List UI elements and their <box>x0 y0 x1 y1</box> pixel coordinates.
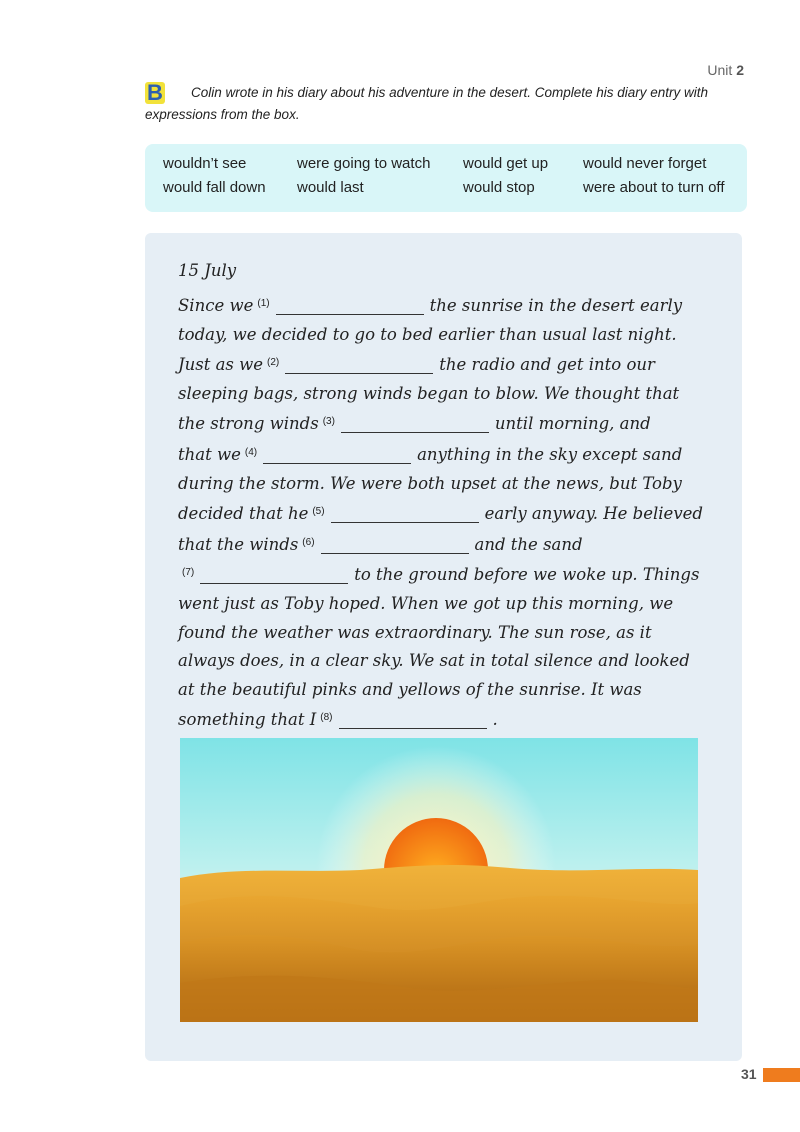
diary-line <box>178 408 738 439</box>
diary-line <box>178 498 738 529</box>
exercise-letter-badge: B <box>145 82 165 104</box>
diary-text <box>178 290 738 735</box>
diary-line <box>178 470 738 499</box>
exercise-instruction <box>145 82 755 125</box>
diary-text-segment: that the winds <box>178 534 299 554</box>
diary-text-segment: and the sand <box>474 534 583 554</box>
word-option: would fall down <box>163 179 266 196</box>
diary-text-segment: Just as we <box>178 355 264 375</box>
diary-text-segment: that we <box>178 444 241 464</box>
diary-text-segment: to the ground before we woke up. Things <box>354 565 700 585</box>
word-option: would last <box>297 179 364 196</box>
blank-number: (1) <box>257 298 270 309</box>
diary-text-segment: anything in the sky except sand <box>417 444 683 464</box>
diary-line <box>178 619 738 648</box>
blank-number: (6) <box>302 536 315 548</box>
page-accent-bar <box>763 1068 800 1082</box>
diary-text-segment: . <box>492 710 498 730</box>
diary-line <box>178 439 738 470</box>
diary-text-segment: Since we <box>178 296 254 315</box>
answer-blank[interactable] <box>339 710 487 729</box>
diary-line <box>178 559 738 590</box>
diary-line <box>178 704 738 735</box>
answer-blank[interactable] <box>200 565 348 584</box>
word-option: would stop <box>463 179 535 196</box>
diary-text-segment: until morning, and <box>494 414 651 434</box>
desert-sunrise-illustration <box>180 738 698 1022</box>
unit-text: Unit <box>707 62 733 78</box>
diary-text-segment: during the storm. We were both upset at the news, but Toby <box>178 473 682 493</box>
word-option: wouldn’t see <box>163 155 247 172</box>
word-option: were about to turn off <box>583 179 725 196</box>
answer-blank[interactable] <box>321 535 469 554</box>
diary-text-segment: the strong winds <box>178 414 319 434</box>
answer-blank[interactable] <box>331 504 479 523</box>
blank-number: (4) <box>244 446 258 458</box>
word-option: would never forget <box>583 155 707 172</box>
answer-blank[interactable] <box>341 414 489 433</box>
diary-line <box>178 647 738 676</box>
blank-number: (2) <box>267 357 280 369</box>
desert-sunrise-image <box>180 738 698 1022</box>
answer-blank[interactable] <box>276 296 424 315</box>
diary-text-segment: decided that he <box>178 504 309 524</box>
diary-line <box>178 349 738 380</box>
diary-date: 15 July <box>178 261 237 280</box>
diary-text-segment: went just as Toby hoped. When we got up this morning, we <box>178 593 674 613</box>
answer-blank[interactable] <box>285 355 433 374</box>
diary-line <box>178 290 738 321</box>
page-number: 31 <box>741 1066 757 1082</box>
diary-text-segment: early anyway. He believed <box>484 504 703 524</box>
word-box <box>145 144 747 212</box>
diary-text-segment: something that I <box>178 710 317 730</box>
diary-text-segment: sleeping bags, strong winds began to blow. We thought that <box>178 383 680 403</box>
unit-label <box>707 62 744 78</box>
blank-number: (8) <box>320 712 333 724</box>
diary-line <box>178 676 738 705</box>
diary-text-segment: at the beautiful pinks and yellows of the sunrise. It was <box>178 679 642 699</box>
diary-line <box>178 529 738 560</box>
diary-text-segment: today, we decided to go to bed earlier than usual last night. <box>178 324 677 344</box>
diary-line <box>178 380 738 409</box>
diary-text-segment: always does, in a clear sky. We sat in total silence and looked <box>178 651 690 671</box>
diary-line <box>178 321 738 350</box>
blank-number: (5) <box>312 506 325 518</box>
word-option: were going to watch <box>297 155 431 172</box>
diary-text-segment: the sunrise in the desert early <box>429 296 683 315</box>
instruction-text: Colin wrote in his diary about his adventure in the desert. Complete his diary entry with expressions from the box. <box>145 85 709 122</box>
word-option: would get up <box>463 155 549 172</box>
answer-blank[interactable] <box>263 445 411 464</box>
diary-text-segment: found the weather was extraordinary. The sun rose, as it <box>178 622 652 642</box>
diary-line <box>178 590 738 619</box>
diary-text-segment: the radio and get into our <box>439 355 655 375</box>
blank-number: (3) <box>322 416 335 428</box>
unit-number: 2 <box>736 62 744 78</box>
blank-number: (7) <box>182 567 195 579</box>
